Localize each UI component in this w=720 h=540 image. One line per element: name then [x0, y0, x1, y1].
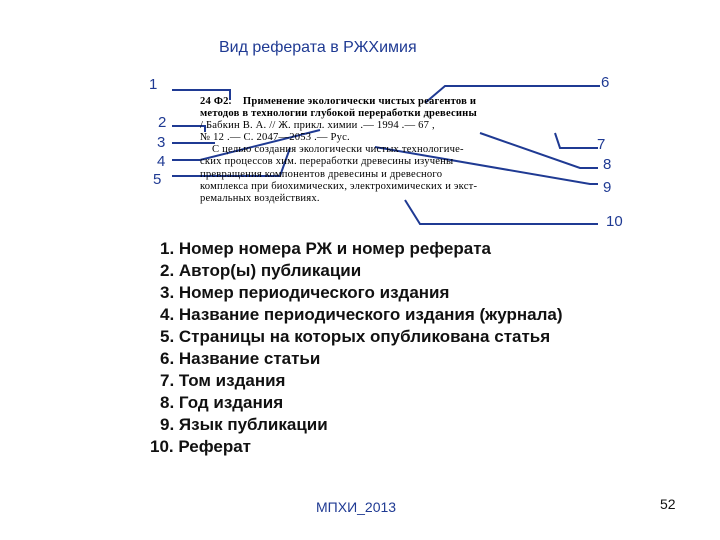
- callout-4: 4: [157, 153, 166, 170]
- callout-8: 8: [603, 156, 612, 173]
- callout-5: 5: [153, 171, 162, 188]
- abstract-line-4: № 12 .— С. 2047—2053 .— Рус.: [200, 132, 350, 144]
- legend-item: 5. Страницы на которых опубликована статья: [160, 327, 551, 346]
- legend-item: 2. Автор(ы) публикации: [160, 261, 362, 280]
- abstract-line-7: превращения компонентов древесины и древесного: [200, 168, 443, 180]
- ref-number: 24 Ф2.: [200, 96, 232, 107]
- abstract-line-1: [200, 96, 584, 108]
- abstract-line-8: комплекса при биохимических, электрохимических и экст-: [200, 180, 478, 192]
- legend-item: 10. Реферат: [150, 437, 251, 456]
- legend-item: 3. Номер периодического издания: [160, 283, 450, 302]
- abstract-line-3: / Бабкин В. А. // Ж. прикл. химии .— 1994 .— 67 ,: [200, 120, 435, 132]
- legend-item: 4. Название периодического издания (журнала): [160, 305, 563, 324]
- legend-item: 7. Том издания: [160, 371, 286, 390]
- abstract-line-9: ремальных воздействиях.: [200, 192, 320, 204]
- page-number: 52: [660, 496, 676, 512]
- footer-text: МПХИ_2013: [316, 499, 397, 515]
- legend-item: 1. Номер номера РЖ и номер реферата: [160, 239, 492, 258]
- article-title-start: Применение экологически чистых реагентов и: [242, 96, 477, 107]
- callout-10: 10: [606, 213, 623, 230]
- legend-list: [150, 238, 563, 458]
- legend-item: 8. Год издания: [160, 393, 284, 412]
- abstract-line-5: С целью создания экологически чистых технологиче-: [212, 144, 464, 156]
- legend-item: 9. Язык публикации: [160, 415, 328, 434]
- callout-3: 3: [157, 134, 166, 151]
- callout-7: 7: [597, 136, 606, 153]
- legend-item: 6. Название статьи: [160, 349, 321, 368]
- slide-title: Вид реферата в РЖХимия: [219, 39, 417, 56]
- callout-2: 2: [158, 114, 167, 131]
- callout-6: 6: [601, 74, 610, 91]
- callout-9: 9: [603, 179, 612, 196]
- callout-1: 1: [149, 76, 158, 93]
- abstract-sample: [200, 96, 584, 205]
- abstract-line-6: ских процессов хим. переработки древесины изучены: [200, 156, 454, 168]
- abstract-line-2: методов в технологии глубокой переработки древесины: [200, 108, 477, 120]
